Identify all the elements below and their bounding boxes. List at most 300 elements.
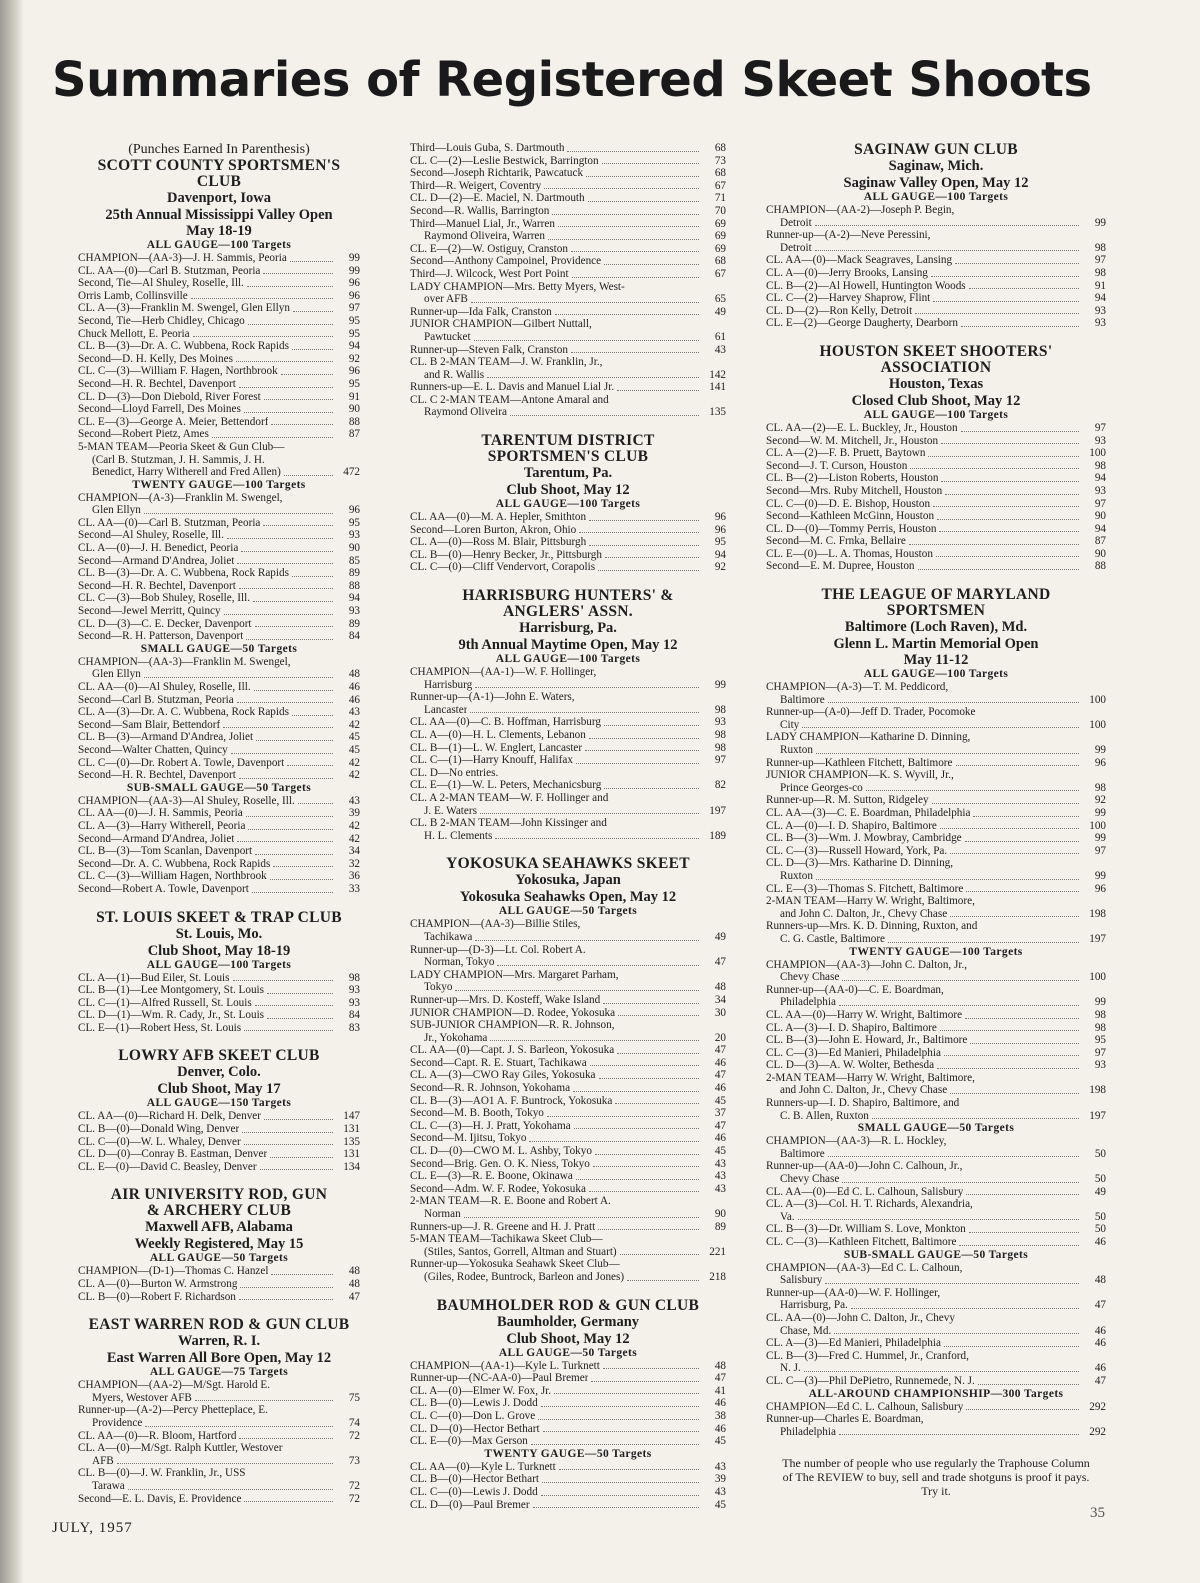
result-entry: CHAMPION—(AA-3)—J. H. Sammis, Peoria — [78, 252, 287, 264]
result-entry: Second—E. M. Dupree, Houston — [766, 560, 915, 573]
result-row — [78, 340, 360, 353]
leader-dots — [940, 828, 1079, 829]
leader-dots — [618, 1015, 699, 1016]
result-row — [766, 719, 1106, 732]
result-score: 98 — [1094, 1021, 1106, 1034]
leader-dots — [293, 311, 333, 312]
leader-dots — [950, 853, 1079, 854]
result-row — [766, 883, 1106, 896]
result-score: 197 — [1089, 932, 1106, 945]
result-score: 135 — [343, 1135, 360, 1148]
leader-dots — [290, 261, 333, 262]
result-entry: CL. B—(3)—Dr. William S. Love, Monkton — [766, 1223, 966, 1236]
leader-dots — [531, 1444, 699, 1445]
leader-dots — [973, 816, 1079, 817]
result-entry: CL. D—No entries. — [410, 766, 499, 779]
result-entry: Second—Al Shuley, Roselle, Ill. — [78, 529, 224, 542]
results-section — [766, 587, 1106, 1438]
result-entry: Second—Capt. R. E. Stuart, Tachikawa — [410, 1056, 587, 1069]
result-entry: Runner-up—(D-3)—Lt. Col. Robert A. — [410, 943, 586, 956]
result-entry: JUNIOR CHAMPION—D. Rodee, Yokosuka — [410, 1006, 616, 1019]
result-row — [410, 704, 726, 717]
result-entry: Second—Kathleen McGinn, Houston — [766, 510, 935, 523]
club-name: TARENTUM DISTRICT — [481, 432, 655, 450]
result-entry: CL. D—(0)—Tommy Perris, Houston — [766, 522, 937, 535]
result-row — [766, 498, 1106, 511]
leader-dots — [579, 532, 699, 533]
result-row — [766, 1110, 1106, 1123]
result-score: 42 — [348, 832, 360, 845]
result-row — [78, 416, 360, 429]
leader-dots — [944, 1346, 1079, 1347]
result-row — [410, 1385, 726, 1398]
result-entry: Orris Lamb, Collinsville — [78, 289, 188, 302]
result-score: 46 — [714, 1132, 726, 1145]
result-row — [410, 1057, 726, 1070]
result-entry: Glen Ellyn — [92, 668, 141, 681]
result-row — [78, 984, 360, 997]
result-row — [78, 630, 360, 643]
result-score: 84 — [348, 1009, 360, 1022]
result-entry: CL. E—(3)—Thomas S. Fitchett, Baltimore — [766, 882, 964, 895]
result-score: 88 — [348, 579, 360, 592]
result-score: 97 — [1094, 421, 1106, 434]
club-location: Baumholder, Germany — [496, 1313, 640, 1330]
result-entry: Runner-up—Yokosuka Seahawk Skeet Club— — [410, 1258, 620, 1271]
result-score: 69 — [714, 242, 726, 255]
result-score: 95 — [348, 516, 360, 529]
gauge-heading: ALL GAUGE—100 Targets — [146, 958, 292, 971]
leader-dots — [490, 1040, 699, 1041]
leader-dots — [281, 374, 333, 375]
result-entry: CL. E—(2)—W. Ostiguy, Cranston — [410, 242, 568, 255]
result-score: 42 — [348, 819, 360, 832]
result-entry: CL. E—(0)—David C. Beasley, Denver — [78, 1160, 257, 1173]
result-score: 98 — [714, 703, 726, 716]
club-location: Denver, Colo. — [177, 1064, 261, 1081]
result-entry: CL. B—(3)—AO1 A. F. Buntrock, Yokosuka — [410, 1094, 613, 1107]
leader-dots — [555, 314, 699, 315]
club-location: Saginaw, Mich. — [888, 158, 984, 174]
result-score: 32 — [348, 857, 360, 870]
club-name: HARRISBURG HUNTERS' & — [462, 587, 674, 605]
leader-dots — [239, 588, 333, 589]
result-entry: Chevy Chase — [780, 971, 840, 984]
result-entry: Second—Carl B. Stutzman, Peoria — [78, 693, 234, 706]
result-entry: CHAMPION—(AA-3)—Franklin M. Swengel, — [78, 655, 291, 668]
result-row — [78, 1110, 360, 1123]
result-row — [78, 1009, 360, 1022]
result-row — [766, 832, 1106, 845]
result-score: 46 — [1094, 1236, 1106, 1248]
result-entry: CL. C—(3)—William Hagen, Northbrook — [78, 870, 267, 883]
result-entry: Runner-up—(NC-AA-0)—Paul Bremer — [410, 1372, 589, 1385]
result-score: 134 — [343, 1160, 360, 1173]
club-name: CLUB — [196, 173, 242, 190]
result-entry: CL. B—(2)—Al Howell, Huntington Woods — [766, 279, 966, 292]
result-entry: CL. A—(0)—J. H. Benedict, Peoria — [78, 542, 239, 555]
result-entry: City — [780, 718, 800, 731]
result-entry: Second—W. M. Mitchell, Jr., Houston — [766, 434, 939, 447]
leader-dots — [815, 225, 1079, 226]
result-entry: CL. C—(0)—Cliff Vendervort, Corapolis — [410, 561, 596, 574]
leader-dots — [969, 1232, 1079, 1233]
result-row — [78, 315, 360, 328]
results-section — [410, 142, 726, 419]
leader-dots — [615, 1103, 699, 1104]
result-entry: Detroit — [780, 241, 812, 254]
result-row — [410, 192, 726, 205]
leader-dots — [242, 1132, 333, 1133]
leader-dots — [816, 879, 1079, 880]
result-score: 93 — [1094, 317, 1106, 330]
result-row — [410, 1170, 726, 1183]
result-score: 97 — [1094, 1046, 1106, 1059]
result-entry: Second—Adm. W. F. Rodee, Yokosuka — [410, 1182, 586, 1195]
leader-dots — [834, 1333, 1079, 1334]
result-entry: CL. B—(0)—Lewis J. Dodd — [410, 1397, 538, 1410]
result-entry: CL. E—(1)—Robert Hess, St. Louis — [78, 1021, 242, 1034]
leader-dots — [939, 531, 1079, 532]
result-score: 73 — [348, 1454, 360, 1467]
result-row — [410, 981, 726, 994]
leader-dots — [571, 352, 699, 353]
result-entry: Runner-up—R. M. Sutton, Ridgeley — [766, 794, 929, 807]
result-score: 472 — [343, 466, 360, 479]
result-score: 92 — [714, 561, 726, 574]
result-entry: CL. A—(3)—CWO Ray Giles, Yokosuka — [410, 1069, 596, 1082]
result-entry: CHAMPION—(AA-1)—W. F. Hollinger, — [410, 666, 597, 679]
club-name: ST. LOUIS SKEET & TRAP CLUB — [96, 908, 342, 926]
result-score: 91 — [1094, 279, 1106, 292]
result-row — [410, 754, 726, 767]
result-entry: N. J. — [780, 1362, 801, 1375]
leader-dots — [455, 990, 699, 991]
result-entry: CL. D—(0)—Paul Bremer — [410, 1498, 530, 1511]
club-name: AIR UNIVERSITY ROD, GUN — [110, 1186, 328, 1204]
result-entry: CL. A—(3)—Ed Manieri, Philadelphia — [766, 1337, 941, 1350]
gauge-heading: ALL GAUGE—150 Targets — [146, 1097, 292, 1110]
leader-dots — [593, 1166, 699, 1167]
leader-dots — [572, 277, 699, 278]
result-entry: CL. A—(3)—Harry Witherell, Peoria — [78, 819, 246, 832]
result-entry: Chevy Chase — [780, 1173, 840, 1186]
result-row — [766, 845, 1106, 858]
column-middle — [410, 142, 726, 1525]
result-row — [78, 290, 360, 303]
gauge-heading: ALL GAUGE—75 Targets — [149, 1366, 289, 1379]
result-entry: CL. C—(0)—Lewis J. Dodd — [410, 1485, 538, 1498]
result-entry: Runners-up—I. D. Shapiro, Baltimore, and — [766, 1097, 960, 1110]
result-score: 93 — [1094, 1059, 1106, 1072]
leader-dots — [839, 1434, 1079, 1435]
result-entry: Chase, Md. — [780, 1324, 832, 1337]
result-row — [766, 254, 1106, 267]
result-score: 96 — [348, 365, 360, 378]
club-name: HOUSTON SKEET SHOOTERS' — [819, 342, 1053, 360]
gauge-heading: ALL-AROUND CHAMPIONSHIP—300 Targets — [808, 1387, 1064, 1400]
gauge-heading: ALL GAUGE—50 Targets — [498, 1346, 638, 1359]
result-row — [78, 972, 360, 985]
result-entry: CL. B—(3)—Armand D'Andrea, Joliet — [78, 731, 254, 744]
leader-dots — [588, 201, 699, 202]
result-row — [410, 167, 726, 180]
leader-dots — [195, 1400, 333, 1401]
result-entry: Second, Tie—Herb Chidley, Chicago — [78, 314, 245, 327]
result-entry: Second—M. B. Booth, Tokyo — [410, 1107, 544, 1120]
result-row — [766, 744, 1106, 757]
club-location: Davenport, Iowa — [167, 190, 271, 206]
result-entry: Second—Loren Burton, Akron, Ohio — [410, 523, 577, 536]
result-entry: CL. E—(3)—George A. Meier, Bettendorf — [78, 415, 269, 428]
result-entry: Second—Dr. A. C. Wubbena, Rock Rapids — [78, 857, 271, 870]
leader-dots — [872, 1118, 1079, 1119]
result-score: 70 — [714, 204, 726, 217]
leader-dots — [959, 1245, 1079, 1246]
result-entry: Philadelphia — [780, 996, 836, 1009]
results-section — [410, 1298, 726, 1512]
leader-dots — [595, 1154, 699, 1155]
result-row — [410, 994, 726, 1007]
result-score: 97 — [714, 754, 726, 767]
leader-dots — [541, 1406, 699, 1407]
club-location: Baltimore (Loch Raven), Md. — [844, 619, 1028, 636]
result-entry: Raymond Oliveira, Warren — [424, 230, 545, 243]
club-name: THE LEAGUE OF MARYLAND — [821, 586, 1051, 604]
result-row — [410, 1360, 726, 1373]
leader-dots — [193, 336, 333, 337]
result-score: 93 — [1094, 484, 1106, 497]
result-row — [410, 1473, 726, 1486]
result-entry: Second—R. R. Johnson, Yokohama — [410, 1082, 571, 1095]
result-score: 94 — [348, 340, 360, 353]
result-row — [78, 504, 360, 517]
result-score: 45 — [348, 731, 360, 744]
results-section — [410, 433, 726, 574]
result-entry: Lancaster — [424, 703, 468, 716]
result-row — [410, 306, 726, 319]
result-entry: CL. AA—(0)—Harry W. Wright, Baltimore — [766, 1008, 963, 1021]
result-row — [78, 580, 360, 593]
result-entry: CL. AA—(3)—C. E. Boardman, Philadelphia — [766, 807, 971, 819]
result-entry: CL. B 2-MAN TEAM—J. W. Franklin, Jr., — [410, 356, 603, 369]
result-entry: LADY CHAMPION—Mrs. Betty Myers, West- — [410, 280, 625, 293]
result-entry: LADY CHAMPION—Katharine D. Dinning, — [766, 731, 971, 744]
club-name: LOWRY AFB SKEET CLUB — [118, 1047, 320, 1065]
result-row — [766, 1186, 1106, 1199]
leader-dots — [825, 1283, 1079, 1284]
result-entry: CL. B—(3)—John E. Howard, Jr., Baltimore — [766, 1034, 968, 1047]
result-entry: Baltimore — [780, 1147, 825, 1160]
leader-dots — [604, 264, 699, 265]
event-title: Club Shoot, May 12 — [506, 1330, 630, 1347]
results-section — [766, 142, 1106, 330]
leader-dots — [591, 1381, 699, 1382]
result-score: 94 — [714, 548, 726, 561]
result-entry: C. G. Castle, Baltimore — [780, 932, 886, 945]
result-entry: CL. AA—(0)—Kyle L. Turknett — [410, 1460, 556, 1473]
result-row — [766, 694, 1106, 707]
result-score: 50 — [1094, 1147, 1106, 1160]
result-score: 42 — [348, 769, 360, 782]
leader-dots — [538, 1419, 699, 1420]
leader-dots — [547, 1116, 699, 1117]
result-row — [766, 1173, 1106, 1186]
result-entry: Runners-up—E. L. Davis and Manuel Lial Jr. — [410, 381, 615, 394]
result-row — [766, 1325, 1106, 1338]
leader-dots — [598, 570, 699, 571]
leader-dots — [271, 1274, 333, 1275]
result-row — [78, 542, 360, 555]
leader-dots — [239, 387, 333, 388]
result-score: 49 — [714, 305, 726, 318]
result-score: 46 — [714, 1082, 726, 1095]
result-entry: CHAMPION—(AA-3)—Ed C. L. Calhoun, — [766, 1261, 963, 1274]
result-row — [766, 510, 1106, 523]
result-row — [410, 679, 726, 692]
result-entry: CL. E—(1)—W. L. Peters, Mechanicsburg — [410, 779, 602, 792]
result-entry: CL. B—(0)—Hector Bethart — [410, 1473, 539, 1486]
result-row — [410, 1397, 726, 1410]
leader-dots — [260, 1169, 333, 1170]
gauge-heading: SMALL GAUGE—50 Targets — [857, 1122, 1015, 1135]
leader-dots — [627, 1280, 699, 1281]
result-entry: CHAMPION—Ed C. L. Calhoun, Salisbury — [766, 1400, 964, 1413]
result-row — [766, 1211, 1106, 1224]
gauge-heading: ALL GAUGE—100 Targets — [863, 191, 1009, 203]
leader-dots — [573, 1091, 699, 1092]
event-title: Closed Club Shoot, May 12 — [851, 392, 1021, 409]
leader-dots — [589, 520, 699, 521]
leader-dots — [284, 475, 333, 476]
result-score: 98 — [348, 971, 360, 984]
result-entry: CL. D—(0)—Conray B. Eastman, Denver — [78, 1148, 268, 1161]
result-score: 96 — [714, 523, 726, 536]
leader-dots — [933, 301, 1079, 302]
event-title: Club Shoot, May 17 — [157, 1081, 281, 1098]
leader-dots — [928, 456, 1079, 457]
leader-dots — [128, 1489, 333, 1490]
leader-dots — [589, 545, 699, 546]
result-row — [410, 293, 726, 306]
result-row — [78, 328, 360, 341]
result-score: 39 — [348, 807, 360, 820]
leader-dots — [604, 788, 699, 789]
leader-dots — [969, 288, 1079, 289]
result-row — [410, 1158, 726, 1171]
result-score: 46 — [714, 1422, 726, 1435]
leader-dots — [510, 415, 699, 416]
result-score: 75 — [348, 1391, 360, 1404]
result-score: 189 — [709, 829, 726, 842]
result-score: 71 — [714, 192, 726, 205]
result-score: 47 — [714, 1372, 726, 1385]
result-entry: CHAMPION—(AA-3)—Al Shuley, Roselle, Ill. — [78, 794, 295, 807]
result-row — [410, 1082, 726, 1095]
result-entry: CHAMPION—(D-1)—Thomas C. Hanzel — [78, 1265, 269, 1278]
result-row — [766, 548, 1106, 561]
result-row — [78, 807, 360, 820]
result-row — [78, 719, 360, 732]
result-entry: Runner-up—Ida Falk, Cranston — [410, 305, 552, 318]
leader-dots — [802, 727, 1079, 728]
result-score: 95 — [348, 314, 360, 327]
leader-dots — [937, 519, 1079, 520]
club-name: SPORTSMEN'S CLUB — [487, 448, 649, 466]
result-row — [410, 1221, 726, 1234]
leader-dots — [475, 940, 699, 941]
result-entry: Second—Armand D'Andrea, Joliet — [78, 554, 235, 567]
leader-dots — [589, 738, 699, 739]
result-score: 89 — [348, 567, 360, 580]
result-row — [78, 1265, 360, 1278]
result-score: 48 — [348, 1265, 360, 1278]
leader-dots — [966, 1194, 1079, 1195]
results-section — [78, 910, 360, 1035]
result-row — [78, 706, 360, 719]
result-score: 135 — [709, 406, 726, 419]
leader-dots — [541, 1495, 699, 1496]
result-score: 95 — [348, 327, 360, 340]
result-row — [410, 155, 726, 168]
result-row — [78, 1022, 360, 1035]
result-score: 90 — [1094, 510, 1106, 523]
result-score: 95 — [714, 536, 726, 549]
result-row — [766, 485, 1106, 498]
result-row — [410, 729, 726, 742]
result-entry: JUNIOR CHAMPION—Gilbert Nuttall, — [410, 318, 592, 331]
result-score: 46 — [348, 693, 360, 706]
result-score: 100 — [1089, 718, 1106, 731]
result-row — [78, 353, 360, 366]
leader-dots — [263, 525, 333, 526]
result-row — [410, 561, 726, 574]
leader-dots — [839, 1005, 1079, 1006]
result-score: 69 — [714, 230, 726, 243]
result-row — [78, 694, 360, 707]
leader-dots — [548, 239, 699, 240]
result-entry: CL. A—(0)—Elmer W. Fox, Jr. — [410, 1384, 552, 1397]
result-row — [766, 1022, 1106, 1035]
gauge-heading: SUB-SMALL GAUGE—50 Targets — [126, 781, 312, 794]
leader-dots — [965, 841, 1079, 842]
leader-dots — [544, 188, 699, 189]
result-entry: CL. AA—(2)—E. L. Buckley, Jr., Houston — [766, 421, 958, 434]
result-entry: CHAMPION—(A-3)—Franklin M. Swengel, — [78, 491, 283, 504]
result-score: 46 — [1094, 1362, 1106, 1375]
result-row — [78, 265, 360, 278]
leader-dots — [950, 916, 1079, 917]
leader-dots — [602, 163, 699, 164]
leader-dots — [237, 563, 333, 564]
result-row — [410, 255, 726, 268]
result-row — [78, 1417, 360, 1430]
result-entry: Second—H. R. Bechtel, Davenport — [78, 377, 236, 390]
result-entry: Tarawa — [92, 1479, 125, 1492]
result-entry: CL. AA—(0)—Richard H. Delk, Denver — [78, 1110, 261, 1123]
result-score: 97 — [1094, 254, 1106, 267]
result-row — [410, 1410, 726, 1423]
leader-dots — [842, 1182, 1079, 1183]
result-row — [78, 277, 360, 290]
leader-dots — [936, 556, 1079, 557]
result-entry: CL. C—(0)—Don L. Grove — [410, 1409, 536, 1422]
leader-dots — [552, 214, 699, 215]
leader-dots — [244, 1144, 333, 1145]
result-entry: Providence — [92, 1417, 143, 1429]
result-row — [410, 406, 726, 419]
result-entry: Runner-up—Steven Falk, Cranston — [410, 343, 568, 356]
